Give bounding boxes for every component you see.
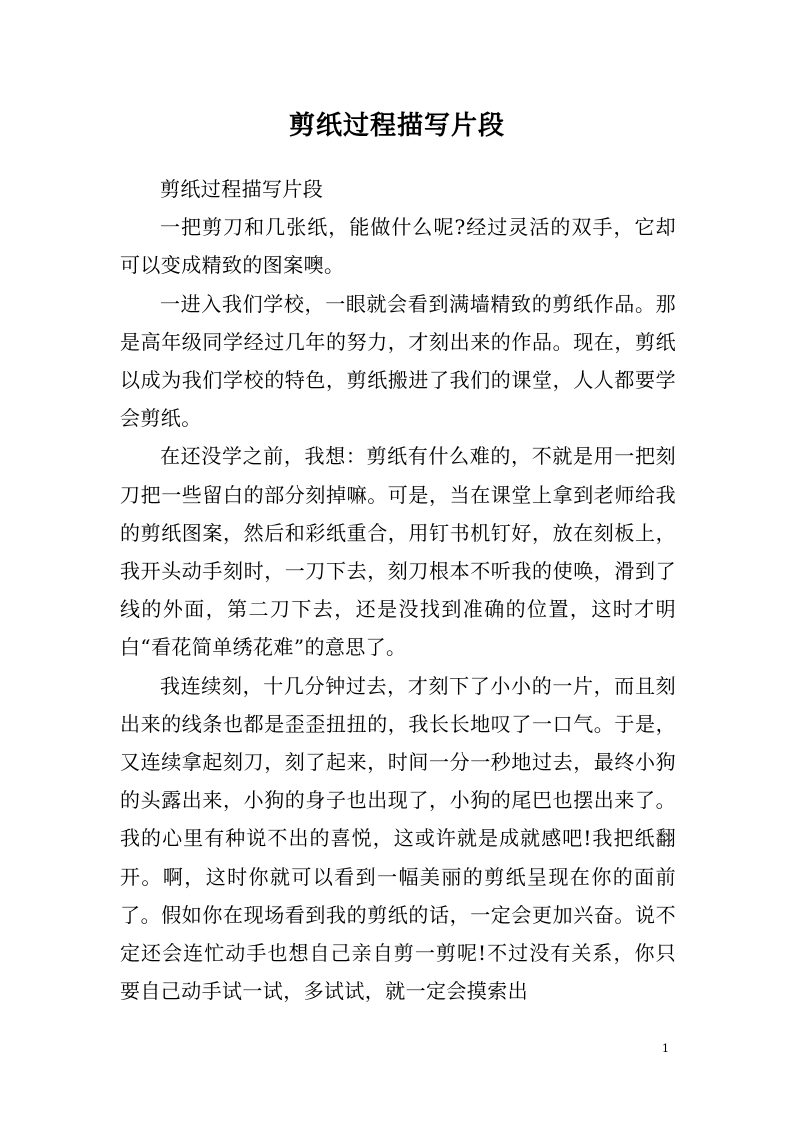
page-number: 1 [662, 1042, 669, 1055]
paragraph-3: 一进入我们学校，一眼就会看到满墙精致的剪纸作品。那是高年级同学经过几年的努力，才刻出来的作品。现在，剪纸以成为我们学校的特色，剪纸搬进了我们的课堂，人人都要学会剪纸。 [120, 291, 676, 431]
paragraph-4: 在还没学之前，我想：剪纸有什么难的，不就是用一把刻刀把一些留白的部分刻掉嘛。可是，当在课堂上拿到老师给我的剪纸图案，然后和彩纸重合，用钉书机钉好，放在刻板上，我开头动手刻时，一刀下去，刻刀根本不听我的使唤，滑到了线的外面，第二刀下去，还是没找到准确的位置，这时才明白“看花简单绣花难”的意思了。 [120, 444, 676, 660]
paragraph-5: 我连续刻，十几分钟过去，才刻下了小小的一片，而且刻出来的线条也都是歪歪扭扭的，我长长地叹了一口气。于是，又连续拿起刻刀，刻了起来，时间一分一秒地过去，最终小狗的头露出来，小狗的身子也出现了，小狗的尾巴也摆出来了。我的心里有种说不出的喜悦，这或许就是成就感吧!我把纸翻开。啊，这时你就可以看到一幅美丽的剪纸呈现在你的面前了。假如你在现场看到我的剪纸的话，一定会更加兴奋。说不定还会连忙动手也想自己亲自剪一剪呢!不过没有关系，你只要自己动手试一试，多试试，就一定会摸索出 [120, 673, 676, 1004]
paragraph-1: 剪纸过程描写片段 [160, 177, 324, 201]
document-body [120, 170, 676, 1010]
paragraph-2: 一把剪刀和几张纸，能做什么呢?经过灵活的双手，它却可以变成精致的图案噢。 [120, 215, 676, 278]
document-title: 剪纸过程描写片段 [288, 111, 505, 141]
